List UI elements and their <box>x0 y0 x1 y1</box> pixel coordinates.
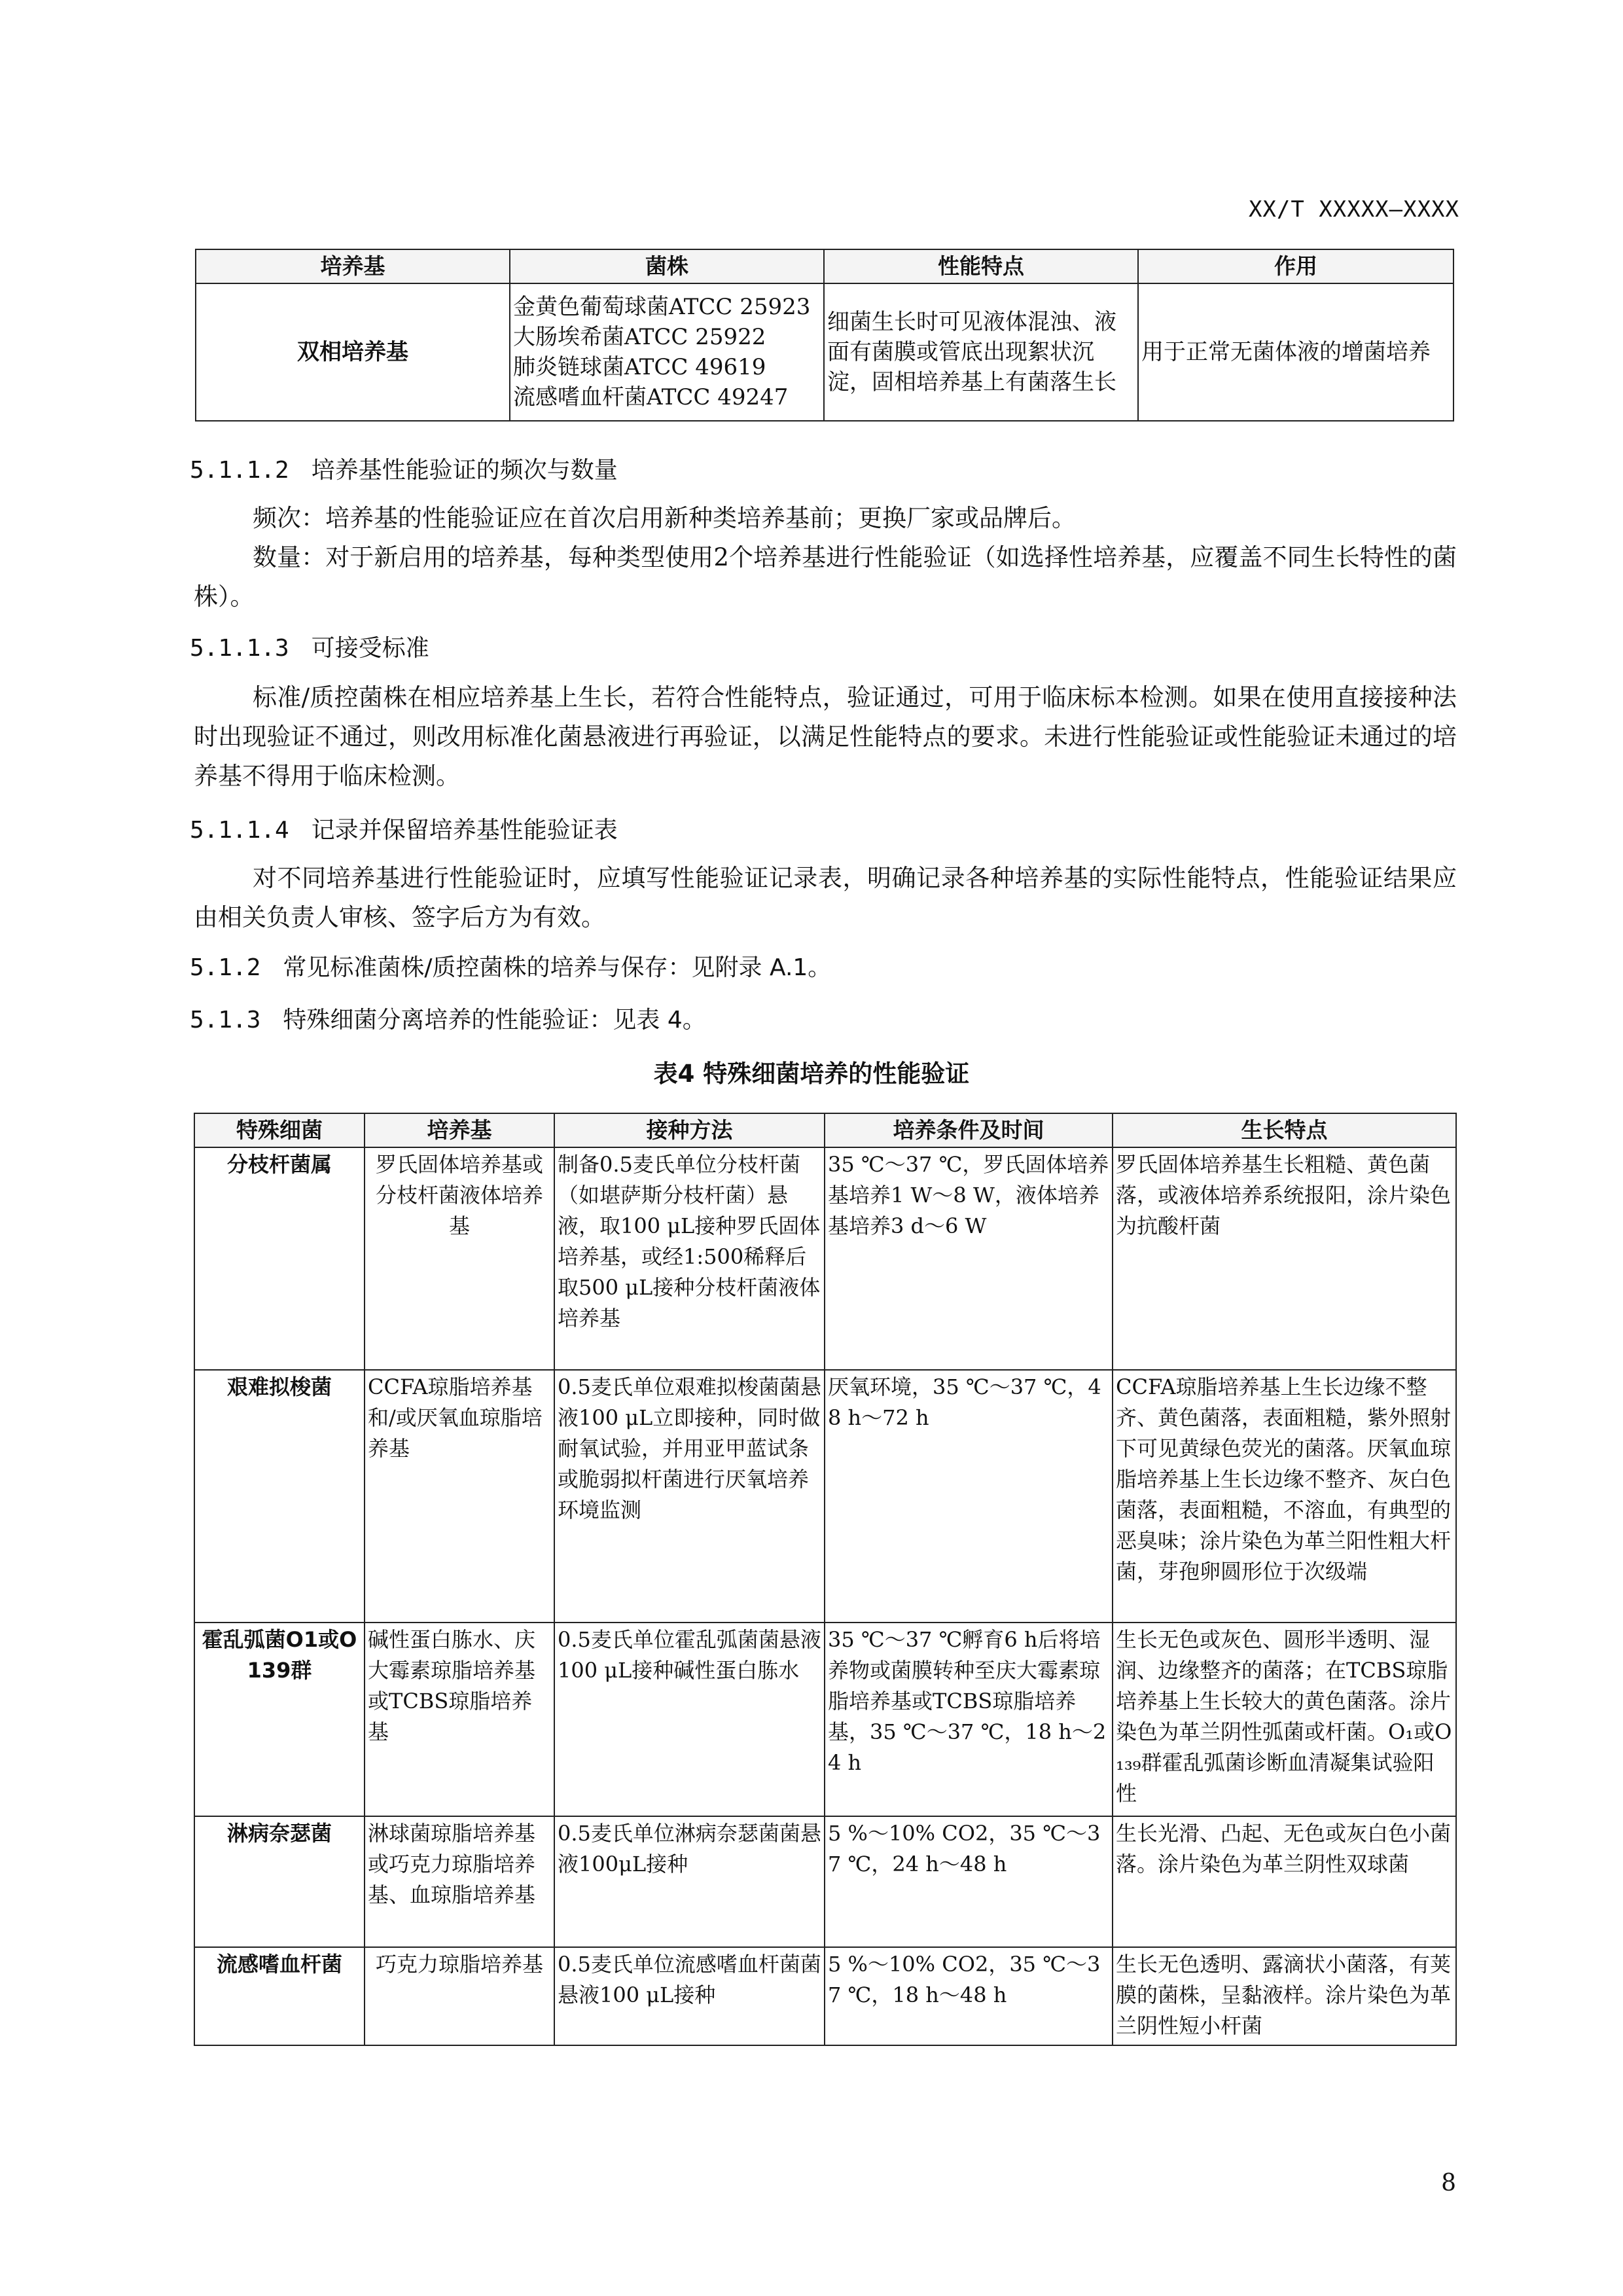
table-header-row <box>196 249 1454 283</box>
purpose-cell: 用于正常无菌体液的增菌培养 <box>1138 283 1454 421</box>
special-bacteria-table <box>194 1113 1457 2046</box>
strain-item: 肺炎链球菌ATCC 49619 <box>513 354 766 380</box>
table-row <box>194 1147 1456 1370</box>
column-header: 性能特点 <box>824 249 1138 283</box>
column-header: 接种方法 <box>554 1113 825 1147</box>
table-caption: 表4 特殊细菌培养的性能验证 <box>653 1060 970 1088</box>
bacteria-cell: 艰难拟梭菌 <box>194 1370 365 1623</box>
conditions-cell: 35 ℃～37 ℃，罗氏固体培养基培养1 W～8 W，液体培养基培养3 d～6 W <box>825 1147 1113 1370</box>
column-header: 培养条件及时间 <box>825 1113 1113 1147</box>
section-number: 5.1.1.3 <box>190 635 289 662</box>
section-heading-5114 <box>190 812 618 845</box>
conditions-cell: 厌氧环境，35 ℃～37 ℃，48 h～72 h <box>825 1370 1113 1623</box>
column-header: 生长特点 <box>1113 1113 1456 1147</box>
paragraph: 数量：对于新启用的培养基，每种类型使用2个培养基进行性能验证（如选择性培养基，应覆盖不同生长特性的菌株）。 <box>194 543 1457 611</box>
table-row <box>194 1947 1456 2045</box>
table-row <box>196 283 1454 421</box>
section-title: 可接受标准 <box>311 635 429 662</box>
medium-cell: 淋球菌琼脂培养基或巧克力琼脂培养基、血琼脂培养基 <box>365 1816 554 1947</box>
table-header-row <box>194 1113 1456 1147</box>
column-header: 菌株 <box>510 249 824 283</box>
bacteria-cell: 淋病奈瑟菌 <box>194 1816 365 1947</box>
strain-item: 大肠埃希菌ATCC 25922 <box>513 324 766 350</box>
inoculation-cell: 制备0.5麦氏单位分枝杆菌（如堪萨斯分枝杆菌）悬液，取100 μL接种罗氏固体培养基，或经1:500稀释后取500 μL接种分枝杆菌液体培养基 <box>554 1147 825 1370</box>
column-header: 作用 <box>1138 249 1454 283</box>
bacteria-cell: 流感嗜血杆菌 <box>194 1947 365 2045</box>
inoculation-cell: 0.5麦氏单位流感嗜血杆菌菌悬液100 μL接种 <box>554 1947 825 2045</box>
medium-cell: 罗氏固体培养基或分枝杆菌液体培养基 <box>365 1147 554 1370</box>
paragraph: 对不同培养基进行性能验证时，应填写性能验证记录表，明确记录各种培养基的实际性能特点，性能验证结果应由相关负责人审核、签字后方为有效。 <box>194 864 1457 931</box>
bacteria-cell: 霍乱弧菌O1或O139群 <box>194 1623 365 1816</box>
column-header: 培养基 <box>365 1113 554 1147</box>
section-heading-512 <box>190 949 831 982</box>
strain-item: 金黄色葡萄球菌ATCC 25923 <box>513 294 811 320</box>
section-number: 5.1.1.2 <box>190 457 289 484</box>
table-row <box>194 1816 1456 1947</box>
growth-cell: 生长无色透明、露滴状小菌落，有荚膜的菌株，呈黏液样。涂片染色为革兰阴性短小杆菌 <box>1113 1947 1456 2045</box>
section-heading-513 <box>190 1001 706 1035</box>
section-number: 5.1.3 <box>190 1007 261 1033</box>
medium-cell: CCFA琼脂培养基和/或厌氧血琼脂培养基 <box>365 1370 554 1623</box>
characteristics-cell: 细菌生长时可见液体混浊、液面有菌膜或管底出现絮状沉淀，固相培养基上有菌落生长 <box>824 283 1138 421</box>
bacteria-cell: 分枝杆菌属 <box>194 1147 365 1370</box>
medium-cell: 双相培养基 <box>196 283 510 421</box>
growth-cell: 罗氏固体培养基生长粗糙、黄色菌落，或液体培养系统报阳，涂片染色为抗酸杆菌 <box>1113 1147 1456 1370</box>
conditions-cell: 35 ℃～37 ℃孵育6 h后将培养物或菌膜转种至庆大霉素琼脂培养基或TCBS琼脂培养基，35 ℃～37 ℃，18 h～24 h <box>825 1623 1113 1816</box>
media-performance-table-continued <box>195 249 1454 422</box>
growth-cell: 生长光滑、凸起、无色或灰白色小菌落。涂片染色为革兰阴性双球菌 <box>1113 1816 1456 1947</box>
growth-cell: CCFA琼脂培养基上生长边缘不整齐、黄色菌落，表面粗糙，紫外照射下可见黄绿色荧光的菌落。厌氧血琼脂培养基上生长边缘不整齐、灰白色菌落，表面粗糙，不溶血，有典型的恶臭味；涂片染色为革兰阳性粗大杆菌，芽孢卵圆形位于次级端 <box>1113 1370 1456 1623</box>
table-row <box>194 1370 1456 1623</box>
strain-item: 流感嗜血杆菌ATCC 49247 <box>513 384 789 410</box>
inoculation-cell: 0.5麦氏单位淋病奈瑟菌菌悬液100μL接种 <box>554 1816 825 1947</box>
section-title: 记录并保留培养基性能验证表 <box>311 817 618 844</box>
growth-cell: 生长无色或灰色、圆形半透明、湿润、边缘整齐的菌落；在TCBS琼脂培养基上生长较大的黄色菌落。涂片染色为革兰阴性弧菌或杆菌。O₁或O₁₃₉群霍乱弧菌诊断血清凝集试验阳性 <box>1113 1623 1456 1816</box>
inoculation-cell: 0.5麦氏单位艰难拟梭菌菌悬液100 μL立即接种，同时做耐氧试验，并用亚甲蓝试条或脆弱拟杆菌进行厌氧培养环境监测 <box>554 1370 825 1623</box>
section-heading-5113 <box>190 630 429 663</box>
table-row <box>194 1623 1456 1816</box>
medium-cell: 碱性蛋白胨水、庆大霉素琼脂培养基或TCBS琼脂培养基 <box>365 1623 554 1816</box>
section-heading-5112 <box>190 452 618 485</box>
page-number: 8 <box>1441 2170 1456 2197</box>
section-title: 特殊细菌分离培养的性能验证：见表 4。 <box>283 1007 706 1033</box>
paragraph: 频次：培养基的性能验证应在首次启用新种类培养基前；更换厂家或品牌后。 <box>253 504 1076 532</box>
medium-cell: 巧克力琼脂培养基 <box>365 1947 554 2045</box>
strains-cell <box>510 283 824 421</box>
column-header: 培养基 <box>196 249 510 283</box>
inoculation-cell: 0.5麦氏单位霍乱弧菌菌悬液100 μL接种碱性蛋白胨水 <box>554 1623 825 1816</box>
section-title: 常见标准菌株/质控菌株的培养与保存：见附录 A.1。 <box>283 954 832 981</box>
column-header: 特殊细菌 <box>194 1113 365 1147</box>
section-title: 培养基性能验证的频次与数量 <box>311 457 618 484</box>
section-number: 5.1.1.4 <box>190 817 289 844</box>
paragraph: 标准/质控菌株在相应培养基上生长，若符合性能特点，验证通过，可用于临床标本检测。如果在使用直接接种法时出现验证不通过，则改用标准化菌悬液进行再验证，以满足性能特点的要求。未进行性能验证或性能验证未通过的培养基不得用于临床检测。 <box>194 683 1457 790</box>
conditions-cell: 5 %～10% CO2，35 ℃～37 ℃，18 h～48 h <box>825 1947 1113 2045</box>
conditions-cell: 5 %～10% CO2，35 ℃～37 ℃，24 h～48 h <box>825 1816 1113 1947</box>
document-code: XX/T XXXXX—XXXX <box>1248 196 1459 223</box>
section-number: 5.1.2 <box>190 954 261 981</box>
